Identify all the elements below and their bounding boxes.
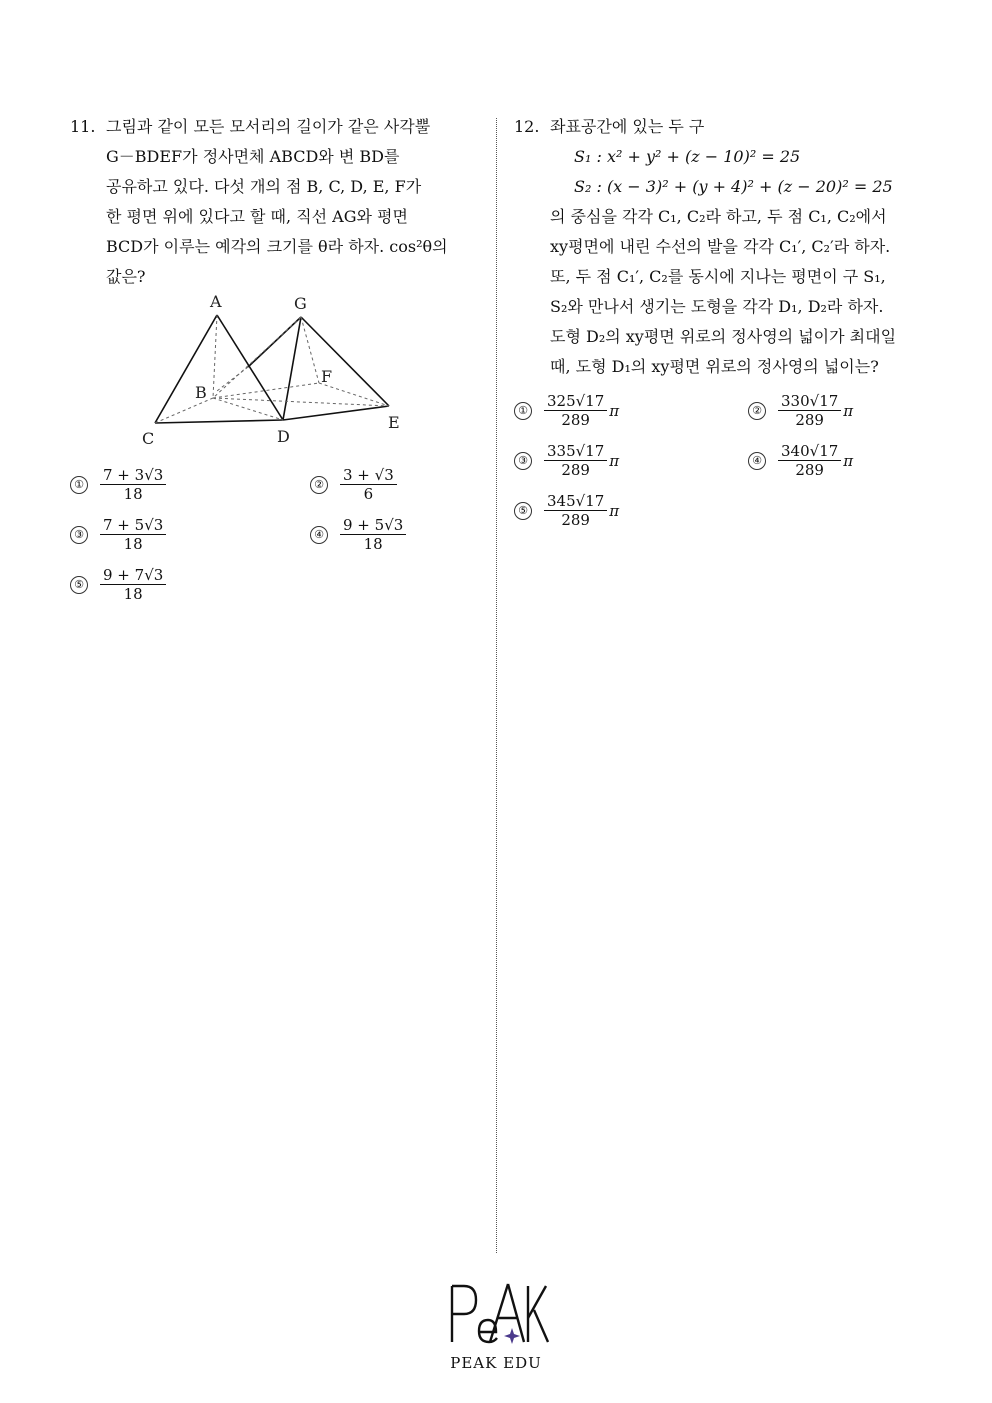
choice-marker: ③ xyxy=(70,526,88,544)
label-F: F xyxy=(321,367,333,386)
choice-marker: ② xyxy=(748,402,766,420)
question-text-line: 도형 D₂의 xy평면 위로의 정사영의 넓이가 최대일 xyxy=(550,327,897,346)
choice-marker: ⑤ xyxy=(70,576,88,594)
peak-edu-logo xyxy=(440,1280,552,1372)
question-number: 12. xyxy=(514,117,540,136)
choice-marker: ⑤ xyxy=(514,502,532,520)
choice-3[interactable] xyxy=(514,442,619,479)
choice-2[interactable] xyxy=(310,466,397,503)
column-divider xyxy=(496,118,497,1253)
fraction xyxy=(544,392,607,429)
numerator: 325√17 xyxy=(544,392,607,411)
numerator: 9 + 5√3 xyxy=(340,516,406,535)
question-number: 11. xyxy=(70,117,96,136)
numerator: 340√17 xyxy=(778,442,841,461)
question-text-line: 한 평면 위에 있다고 할 때, 직선 AG와 평면 xyxy=(106,207,408,226)
choice-4[interactable] xyxy=(748,442,853,479)
question-text-line: 의 중심을 각각 C₁, C₂라 하고, 두 점 C₁, C₂에서 xyxy=(550,207,887,226)
label-D: D xyxy=(277,427,290,446)
question-text-line: 그림과 같이 모든 모서리의 길이가 같은 사각뿔 xyxy=(106,117,431,136)
equation-s1: S₁ : x² + y² + (z − 10)² = 25 xyxy=(574,147,801,166)
question-text-line: G－BDEF가 정사면체 ABCD와 변 BD를 xyxy=(106,147,400,166)
choice-marker: ④ xyxy=(748,452,766,470)
label-A: A xyxy=(210,292,222,311)
choice-5[interactable] xyxy=(70,566,166,603)
choice-marker: ④ xyxy=(310,526,328,544)
denominator: 18 xyxy=(363,535,383,553)
pi-symbol: π xyxy=(609,501,620,520)
numerator: 7 + 3√3 xyxy=(100,466,166,485)
denominator: 289 xyxy=(561,511,590,529)
fraction xyxy=(100,466,166,503)
pi-symbol: π xyxy=(609,451,620,470)
label-G: G xyxy=(294,294,307,313)
choice-marker: ② xyxy=(310,476,328,494)
choice-marker: ① xyxy=(70,476,88,494)
question-text-line: xy평면에 내린 수선의 발을 각각 C₁′, C₂′라 하자. xyxy=(550,237,891,256)
peak-logo-mark xyxy=(440,1280,552,1348)
fraction xyxy=(544,492,607,529)
denominator: 18 xyxy=(123,585,143,603)
fraction xyxy=(778,392,841,429)
denominator: 289 xyxy=(561,461,590,479)
question-intro: 좌표공간에 있는 두 구 xyxy=(550,117,705,136)
choice-5[interactable] xyxy=(514,492,619,529)
label-B: B xyxy=(195,383,207,402)
denominator: 289 xyxy=(561,411,590,429)
label-C: C xyxy=(142,429,155,448)
equation-s2: S₂ : (x − 3)² + (y + 4)² + (z − 20)² = 25 xyxy=(574,177,893,196)
fraction xyxy=(340,466,397,503)
fraction xyxy=(100,566,166,603)
denominator: 6 xyxy=(363,485,374,503)
numerator: 9 + 7√3 xyxy=(100,566,166,585)
numerator: 330√17 xyxy=(778,392,841,411)
choice-4[interactable] xyxy=(310,516,406,553)
denominator: 289 xyxy=(795,411,824,429)
fraction xyxy=(544,442,607,479)
question-11 xyxy=(70,112,470,292)
logo-caption: PEAK EDU xyxy=(450,1354,542,1372)
question-text-line: BCD가 이루는 예각의 크기를 θ라 하자. cos²θ의 xyxy=(106,237,448,256)
numerator: 3 + √3 xyxy=(340,466,397,485)
choice-marker: ① xyxy=(514,402,532,420)
question-text-line: S₂와 만나서 생기는 도형을 각각 D₁, D₂라 하자. xyxy=(550,297,884,316)
fraction xyxy=(100,516,166,553)
label-E: E xyxy=(388,413,400,432)
numerator: 345√17 xyxy=(544,492,607,511)
question-text-line: 공유하고 있다. 다섯 개의 점 B, C, D, E, F가 xyxy=(106,177,422,196)
fraction xyxy=(778,442,841,479)
question-text-line: 값은? xyxy=(106,267,146,286)
choice-1[interactable] xyxy=(514,392,619,429)
choice-1[interactable] xyxy=(70,466,166,503)
question-text-line: 때, 도형 D₁의 xy평면 위로의 정사영의 넓이는? xyxy=(550,357,879,376)
numerator: 7 + 5√3 xyxy=(100,516,166,535)
pi-symbol: π xyxy=(843,451,854,470)
pi-symbol: π xyxy=(609,401,620,420)
question-text-line: 또, 두 점 C₁′, C₂를 동시에 지나는 평면이 구 S₁, xyxy=(550,267,886,286)
choice-marker: ③ xyxy=(514,452,532,470)
denominator: 18 xyxy=(123,535,143,553)
choice-2[interactable] xyxy=(748,392,853,429)
denominator: 18 xyxy=(123,485,143,503)
pyramid-figure xyxy=(70,285,430,455)
numerator: 335√17 xyxy=(544,442,607,461)
choice-3[interactable] xyxy=(70,516,166,553)
pi-symbol: π xyxy=(843,401,854,420)
denominator: 289 xyxy=(795,461,824,479)
fraction xyxy=(340,516,406,553)
question-12 xyxy=(514,112,924,382)
